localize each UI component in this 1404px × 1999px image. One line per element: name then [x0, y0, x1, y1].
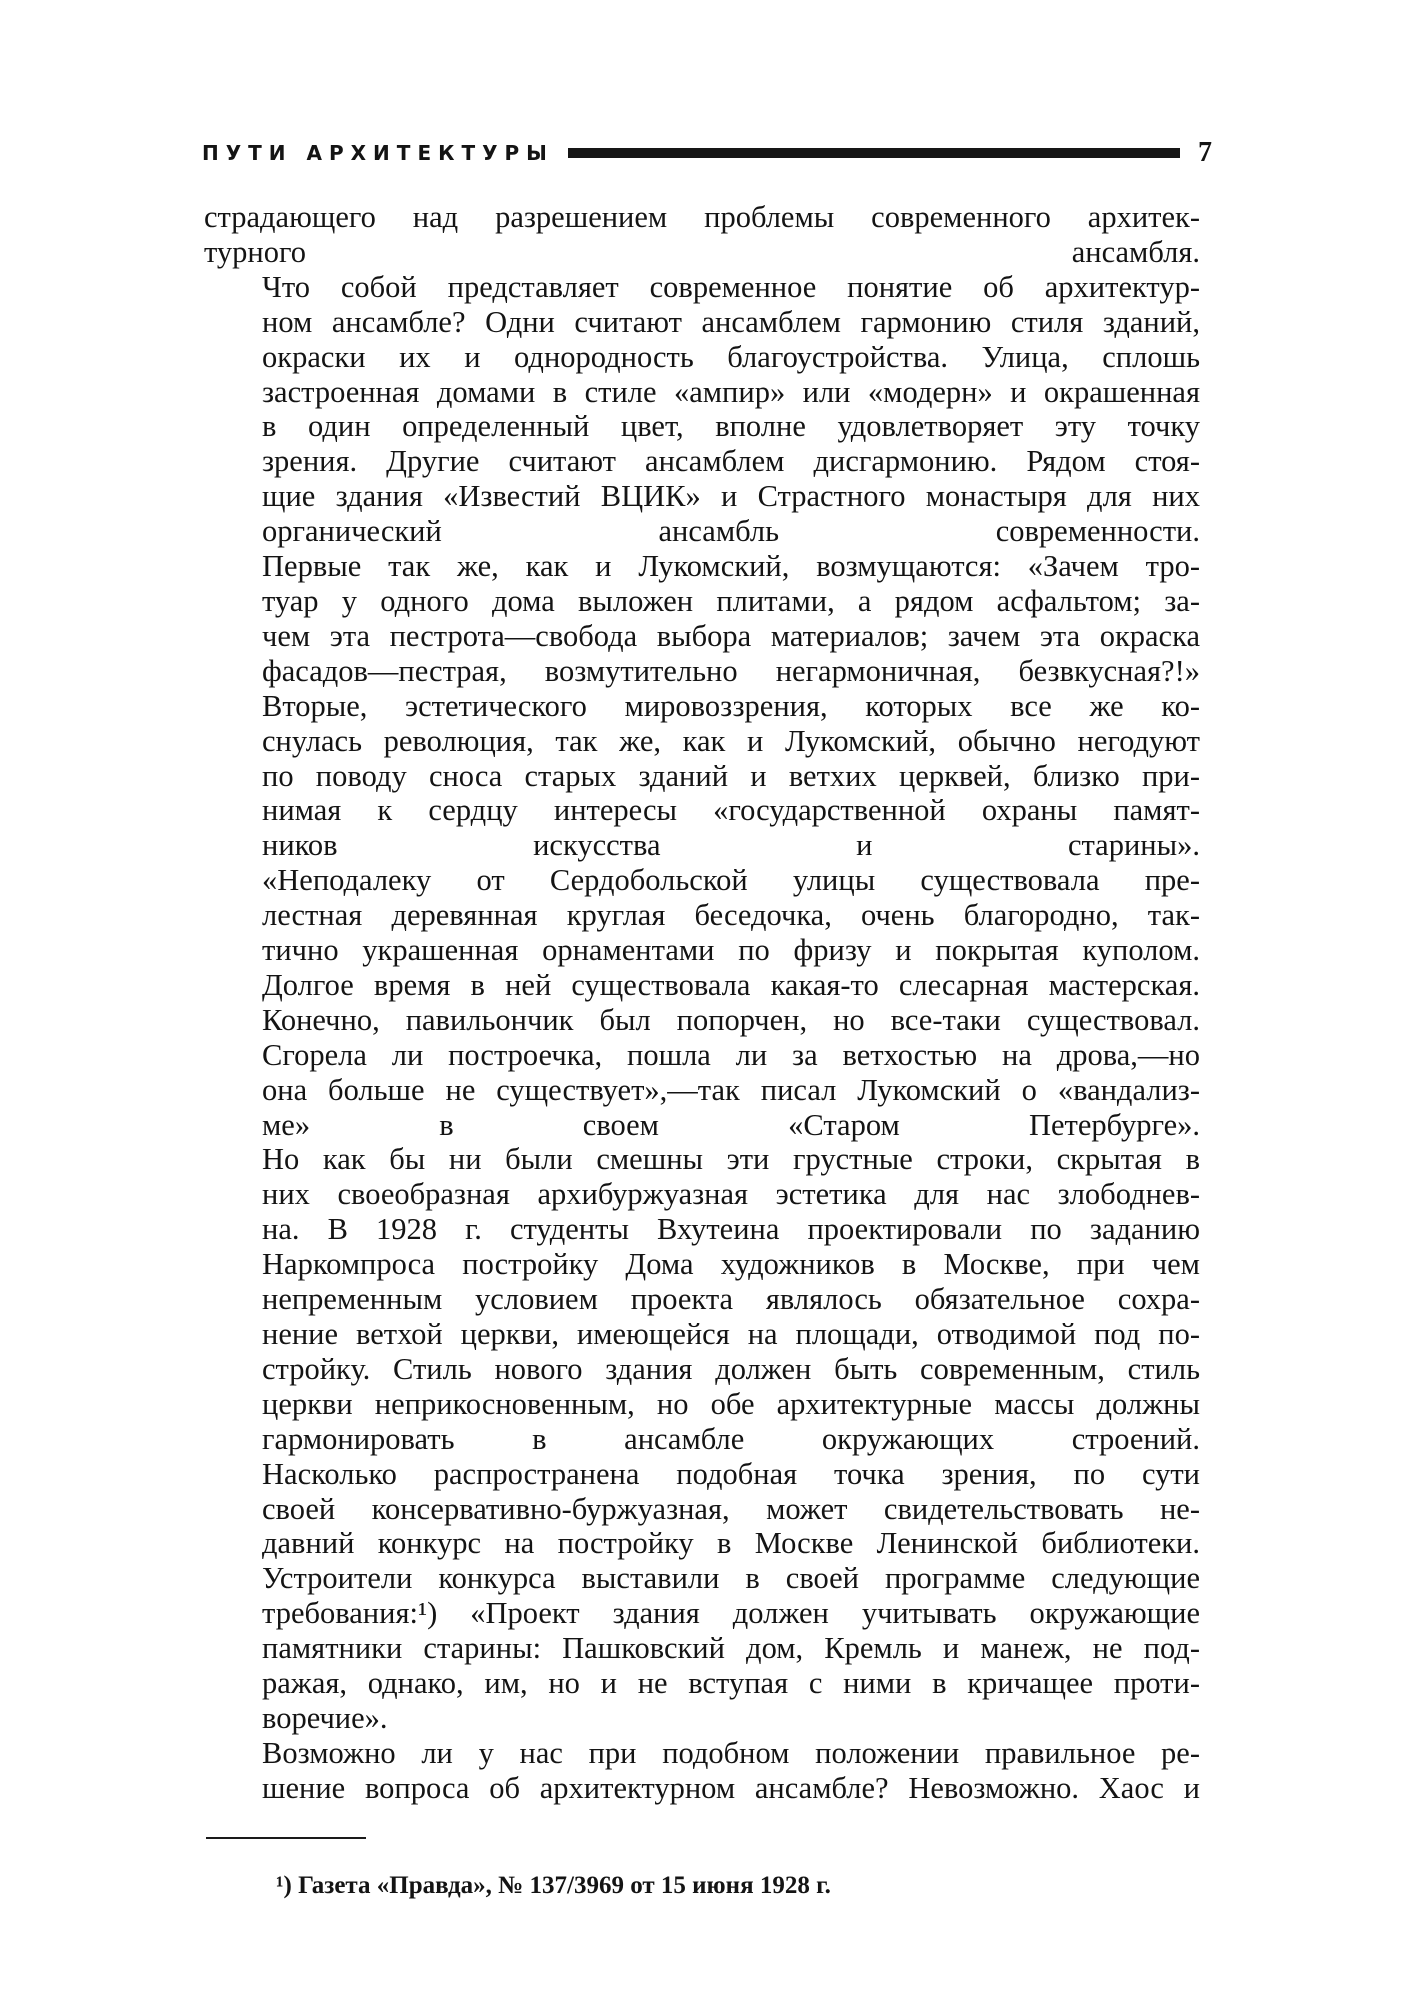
- text-line: в один определенный цвет, вполне удовлетворяет эту точку: [262, 409, 1200, 444]
- body-text: [204, 200, 1200, 1806]
- paragraph: [204, 863, 1200, 1142]
- text-line: ме» в своем «Старом Петербурге».: [262, 1107, 1200, 1142]
- footnote-rule: [206, 1837, 366, 1839]
- paragraph: [204, 689, 1200, 864]
- text-line: окраски их и однородность благоустройства. Улица, сплошь: [262, 339, 1200, 374]
- text-line: Возможно ли у нас при подобном положении правильное ре-: [262, 1735, 1200, 1770]
- paragraph: [204, 270, 1200, 549]
- text-line: ников искусства и старины».: [262, 828, 1200, 863]
- text-line: тично украшенная орнаментами по фризу и покрытая куполом.: [262, 933, 1200, 968]
- running-header: [202, 138, 1212, 168]
- text-line: страдающего над разрешением проблемы современного архитек-: [204, 200, 1200, 234]
- text-line: памятники старины: Пашковский дом, Кремль и манеж, не под-: [262, 1631, 1200, 1666]
- text-line: Долгое время в ней существовала какая-то слесарная мастерская.: [262, 967, 1200, 1002]
- text-line: Что собой представляет современное понятие об архитектур-: [262, 269, 1200, 304]
- text-line: турного ансамбля.: [204, 234, 1200, 269]
- text-line: органический ансамбль современности.: [262, 514, 1200, 549]
- text-line: Сгорела ли построечка, пошла ли за ветхостью на дрова,—но: [262, 1037, 1200, 1072]
- paragraph: [204, 1457, 1200, 1736]
- page-number: 7: [1198, 137, 1212, 168]
- text-line: на. В 1928 г. студенты Вхутеина проектировали по заданию: [262, 1212, 1200, 1247]
- text-line: «Неподалеку от Сердобольской улицы существовала пре-: [262, 863, 1200, 898]
- text-line: нение ветхой церкви, имеющейся на площади, отводимой под по-: [262, 1317, 1200, 1351]
- text-line: давний конкурс на постройку в Москве Ленинской библиотеки.: [262, 1526, 1200, 1561]
- text-line: требования:¹) «Проект здания должен учитывать окружающие: [262, 1596, 1200, 1631]
- header-rule: [568, 148, 1180, 158]
- text-line: зрения. Другие считают ансамблем дисгармонию. Рядом стоя-: [262, 444, 1200, 479]
- text-line: ном ансамбле? Одни считают ансамблем гармонию стиля зданий,: [262, 304, 1200, 339]
- text-line: туар у одного дома выложен плитами, а рядом асфальтом; за-: [262, 583, 1200, 618]
- text-line: чем эта пестрота—свобода выбора материалов; зачем эта окраска: [262, 618, 1200, 653]
- text-line: щие здания «Известий ВЦИК» и Страстного монастыря для них: [262, 479, 1200, 514]
- footnote: ¹) Газета «Правда», № 137/3969 от 15 июня 1928 г.: [276, 1872, 831, 1899]
- text-line: них своеобразная архибуржуазная эстетика для нас злободнев-: [262, 1177, 1200, 1212]
- text-line: Насколько распространена подобная точка зрения, по сути: [262, 1456, 1200, 1491]
- paragraph: [204, 1736, 1200, 1806]
- text-line: своей консервативно-буржуазная, может свидетельствовать не-: [262, 1491, 1200, 1526]
- text-line: гармонировать в ансамбле окружающих строений.: [262, 1421, 1200, 1456]
- text-line: по поводу сноса старых зданий и ветхих церквей, близко при-: [262, 758, 1200, 793]
- text-line: стройку. Стиль нового здания должен быть современным, стиль: [262, 1351, 1200, 1386]
- paragraph: [204, 200, 1200, 270]
- text-line: Наркомпроса постройку Дома художников в Москве, при чем: [262, 1247, 1200, 1282]
- text-line: Конечно, павильончик был попорчен, но все-таки существовал.: [262, 1002, 1200, 1037]
- text-line: шение вопроса об архитектурном ансамбле? Невозможно. Хаос и: [262, 1770, 1200, 1805]
- text-line: ражая, однако, им, но и не вступая с ними в кричащее проти-: [262, 1666, 1200, 1701]
- text-line: церкви неприкосновенным, но обе архитектурные массы должны: [262, 1386, 1200, 1421]
- text-line: Первые так же, как и Лукомский, возмущаются: «Зачем тро-: [262, 549, 1200, 584]
- running-header-title: ПУТИ АРХИТЕКТУРЫ: [202, 141, 554, 165]
- text-line: фасадов—пестрая, возмутительно негармоничная, безвкусная?!»: [262, 653, 1200, 688]
- paragraph: [204, 549, 1200, 689]
- text-line: застроенная домами в стиле «ампир» или «модерн» и окрашенная: [262, 374, 1200, 409]
- text-line: нимая к сердцу интересы «государственной охраны памят-: [262, 793, 1200, 828]
- paragraph: [204, 1142, 1200, 1456]
- text-line: Но как бы ни были смешны эти грустные строки, скрытая в: [262, 1142, 1200, 1177]
- text-line: непременным условием проекта являлось обязательное сохра-: [262, 1282, 1200, 1317]
- text-line: Вторые, эстетического мировоззрения, которых все же ко-: [262, 688, 1200, 723]
- text-line: Устроители конкурса выставили в своей программе следующие: [262, 1561, 1200, 1596]
- text-line: снулась революция, так же, как и Лукомский, обычно негодуют: [262, 723, 1200, 758]
- text-line: лестная деревянная круглая беседочка, очень благородно, так-: [262, 898, 1200, 933]
- text-line: она больше не существует»,—так писал Лукомский о «вандализ-: [262, 1072, 1200, 1107]
- text-line: воречие».: [262, 1700, 388, 1735]
